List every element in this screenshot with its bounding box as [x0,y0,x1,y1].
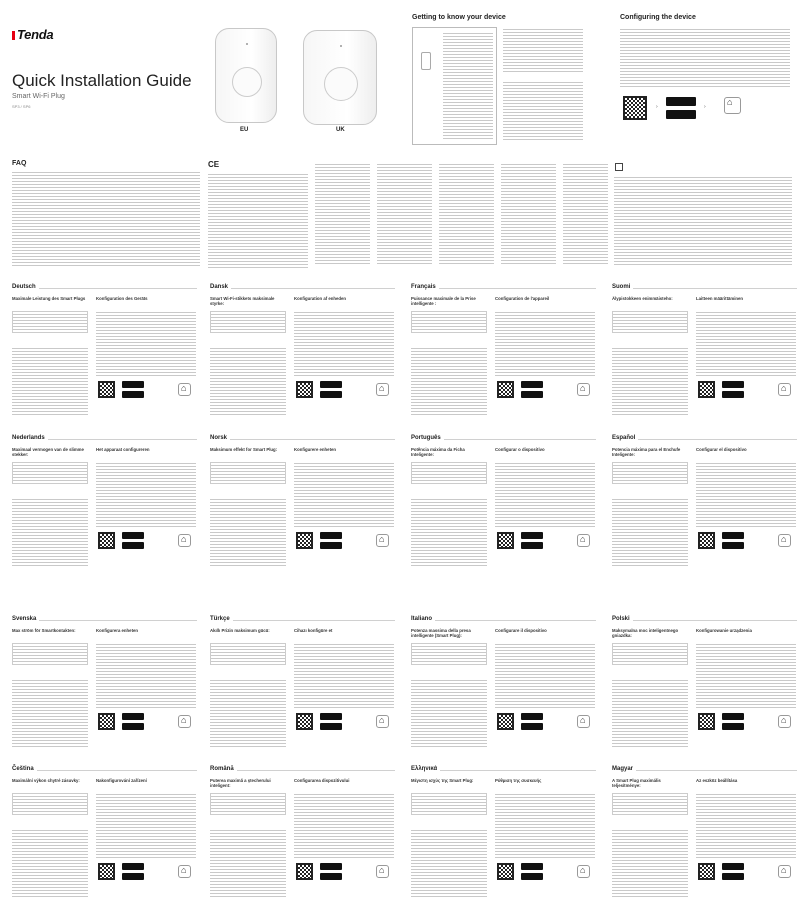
tenda-app-icon [376,383,389,396]
configure-heading: Cihazı konfigüre et [294,628,333,633]
google-play-badge[interactable] [122,713,144,720]
configure-heading: Configurar el dispositivo [696,447,747,452]
appliance-list [210,346,286,416]
language-heading: Nederlands [12,435,48,441]
appliance-list [411,828,487,898]
declaration-col-1 [315,162,370,266]
max-power-heading: Akıllı Prizin maksimum gücü: [210,628,270,633]
eu-plug-image [215,28,277,123]
app-store-badge[interactable] [521,542,543,549]
max-power-heading: Puissance maximale de la Prise intelligente : [411,296,476,306]
app-qr-code [296,381,313,398]
app-store-badge[interactable] [722,542,744,549]
configure-heading: Configurare il dispositivo [495,628,547,633]
app-qr-code [698,532,715,549]
language-heading: Norsk [210,435,230,441]
configure-steps [294,461,394,527]
app-qr-code [698,381,715,398]
power-table [503,27,583,72]
tenda-app-icon [778,534,791,547]
power-table-rows [412,644,486,664]
google-play-badge[interactable] [722,381,744,388]
configure-steps [495,792,595,858]
appliance-list [411,678,487,748]
tenda-app-icon [577,383,590,396]
section-divider [411,620,596,621]
tenda-app-icon [577,715,590,728]
google-play-badge[interactable] [122,863,144,870]
language-heading: Ελληνικά [411,766,440,772]
appliance-list [12,346,88,416]
configure-steps [294,792,394,858]
app-store-badge[interactable] [122,542,144,549]
appliance-list [612,346,688,416]
language-heading: Română [210,766,237,772]
google-play-badge[interactable] [722,532,744,539]
power-table-rows [613,463,687,483]
power-table-rows [412,463,486,483]
max-power-heading: Potencia máxima para el Enchufe Inteligente: [612,447,681,457]
arrow-icon: › [656,104,658,110]
configure-heading: Het apparaat configureren [96,447,150,452]
brand-logo: Tenda [12,27,53,42]
configure-steps [495,642,595,708]
language-heading: Português [411,435,444,441]
tenda-app-icon [376,865,389,878]
configure-heading: Konfigurera enheten [96,628,139,633]
tenda-app-icon [178,534,191,547]
appliance-list [612,828,688,898]
app-store-badge[interactable] [521,391,543,398]
max-power-heading: Maksymalna moc inteligentnego gniazdka: [612,628,679,638]
configure-heading: Konfiguration des Geräts [96,296,148,301]
configuring-notes [620,27,790,87]
section-divider [612,770,797,771]
appliance-table [503,80,583,142]
declaration-col-4 [501,162,556,266]
google-play-badge[interactable] [122,532,144,539]
configure-steps [696,792,796,858]
configure-heading: Az eszköz beállítása [696,778,738,783]
power-table-rows [412,312,486,332]
app-store-badge[interactable] [122,873,144,880]
google-play-badge[interactable] [521,381,543,388]
configure-heading: Konfiguration af enheden [294,296,347,301]
google-play-badge[interactable] [320,532,342,539]
google-play-badge[interactable] [521,532,543,539]
appliance-list [411,497,487,567]
arrow-icon: › [704,104,706,110]
section-divider [612,439,797,440]
configure-steps [96,310,196,376]
configure-steps [696,310,796,376]
power-table-rows [13,644,87,664]
compliance-text [208,172,308,268]
configure-steps [96,642,196,708]
tenda-app-icon [724,97,741,114]
app-store-badge[interactable] [722,873,744,880]
power-table-rows [13,463,87,483]
max-power-heading: Potenza massima della presa intelligente (Smart Plug): [411,628,471,638]
power-table-rows [211,463,285,483]
app-qr-code [296,863,313,880]
section-divider [411,288,596,289]
tenda-app-icon [778,715,791,728]
app-qr-code [497,381,514,398]
appliance-list [12,497,88,567]
power-table-rows [613,644,687,664]
google-play-badge[interactable] [521,863,543,870]
appliance-list [12,678,88,748]
max-power-heading: Potência máxima da Ficha Inteligente: [411,447,465,457]
app-qr-code [98,532,115,549]
app-store-badge[interactable] [320,542,342,549]
faq-title: FAQ [12,160,27,167]
faq-text [12,170,200,266]
app-qr-code [497,863,514,880]
power-table-rows [211,312,285,332]
configure-heading: Konfigurowanie urządzenia [696,628,752,633]
app-store-badge[interactable] [122,723,144,730]
max-power-heading: Älypistokkeen enimmäisteho: [612,296,673,301]
configure-steps [294,310,394,376]
app-store-badge[interactable] [320,873,342,880]
uk-plug-image [303,30,377,125]
language-heading: Italiano [411,616,435,622]
max-power-heading: Maximale Leistung des Smart Plugs [12,296,86,301]
power-table-rows [211,644,285,664]
configure-steps [294,642,394,708]
configure-heading: Configuration de l'appareil [495,296,550,301]
configure-steps [96,792,196,858]
appliance-list [12,828,88,898]
max-power-heading: Puterea maximă a ștecherului inteligent: [210,778,271,788]
language-heading: Čeština [12,766,37,772]
configure-heading: Laitteen määrittäminen [696,296,744,301]
language-heading: Español [612,435,638,441]
appliance-list [411,346,487,416]
google-play-badge[interactable] [666,97,696,106]
section-divider [12,620,197,621]
language-heading: Français [411,284,439,290]
max-power-heading: Max ström för Smartkontakten: [12,628,76,633]
declaration-col-2 [377,162,432,266]
eu-label: EU [240,127,249,133]
section-divider [612,288,797,289]
power-table-rows [13,794,87,814]
google-play-badge[interactable] [122,381,144,388]
app-store-badge[interactable] [666,110,696,119]
app-qr-code [698,863,715,880]
app-qr-code [98,713,115,730]
google-play-badge[interactable] [722,713,744,720]
app-qr-code [698,713,715,730]
google-play-badge[interactable] [320,381,342,388]
cover-title: Quick Installation Guide [12,71,192,90]
configure-steps [495,310,595,376]
app-qr-code [296,532,313,549]
tenda-app-icon [178,383,191,396]
max-power-heading: Maksimum effekt for Smart Plug: [210,447,278,452]
google-play-badge[interactable] [320,713,342,720]
configuring-title: Configuring the device [620,14,696,21]
language-heading: Deutsch [12,284,39,290]
app-store-badge[interactable] [722,391,744,398]
appliance-list [612,678,688,748]
app-store-badge[interactable] [521,723,543,730]
appliance-list [210,678,286,748]
power-table-rows [613,794,687,814]
configure-steps [696,642,796,708]
indicator-table [412,27,497,145]
app-qr-code [98,863,115,880]
app-qr-code [296,713,313,730]
power-table-rows [211,794,285,814]
section-divider [210,439,395,440]
language-heading: Polski [612,616,633,622]
power-table-rows [412,794,486,814]
configure-steps [96,461,196,527]
tenda-app-icon [778,383,791,396]
technical-support-text [614,175,792,267]
google-play-badge[interactable] [722,863,744,870]
max-power-heading: Μέγιστη ισχύς της Smart Plug: [411,778,474,783]
cover-subtitle: Smart Wi-Fi Plug [12,93,65,100]
tenda-app-icon [178,865,191,878]
language-heading: Dansk [210,284,231,290]
configure-heading: Konfigurere enheten [294,447,337,452]
configure-heading: Configurar o dispositivo [495,447,545,452]
appliance-list [210,497,286,567]
cover-model: SP3 / SP6 [12,104,31,109]
power-table-rows [13,312,87,332]
app-qr-code [497,713,514,730]
app-store-badge[interactable] [122,391,144,398]
google-play-badge[interactable] [521,713,543,720]
section-divider [12,770,197,771]
google-play-badge[interactable] [320,863,342,870]
max-power-heading: Maximální výkon chytré zásuvky: [12,778,80,783]
appliance-list [210,828,286,898]
language-heading: Magyar [612,766,636,772]
tenda-app-icon [178,715,191,728]
language-heading: Türkçe [210,616,233,622]
language-heading: Suomi [612,284,633,290]
configure-steps [696,461,796,527]
ce-mark-icon: CE [208,160,220,169]
app-qr-code [497,532,514,549]
max-power-heading: A Smart Plug maximális teljesítménye: [612,778,661,788]
app-qr-code [623,96,647,120]
getting-to-know-title: Getting to know your device [412,14,506,21]
section-divider [12,288,197,289]
configure-heading: Ρύθμιση της συσκευής [495,778,542,783]
app-store-badge[interactable] [320,723,342,730]
section-divider [612,620,797,621]
tenda-app-icon [376,715,389,728]
appliance-list [612,497,688,567]
max-power-heading: Smart Wi-Fi-stikkets maksimale styrke: [210,296,275,306]
tenda-app-icon [376,534,389,547]
app-qr-code [98,381,115,398]
section-divider [210,620,395,621]
tenda-app-icon [778,865,791,878]
declaration-col-3 [439,162,494,266]
weee-bin-icon [615,163,623,171]
declaration-col-5 [563,162,608,266]
app-store-badge[interactable] [320,391,342,398]
app-store-badge[interactable] [521,873,543,880]
configure-heading: Configurarea dispozitivului [294,778,350,783]
configure-steps [495,461,595,527]
section-divider [210,288,395,289]
app-store-badge[interactable] [722,723,744,730]
power-table-rows [613,312,687,332]
section-divider [210,770,395,771]
tenda-app-icon [577,534,590,547]
configure-heading: Nakonfigurování zařízení [96,778,147,783]
language-heading: Svenska [12,616,39,622]
tenda-app-icon [577,865,590,878]
max-power-heading: Maximaal vermogen van de slimme stekker: [12,447,84,457]
uk-label: UK [336,127,345,133]
